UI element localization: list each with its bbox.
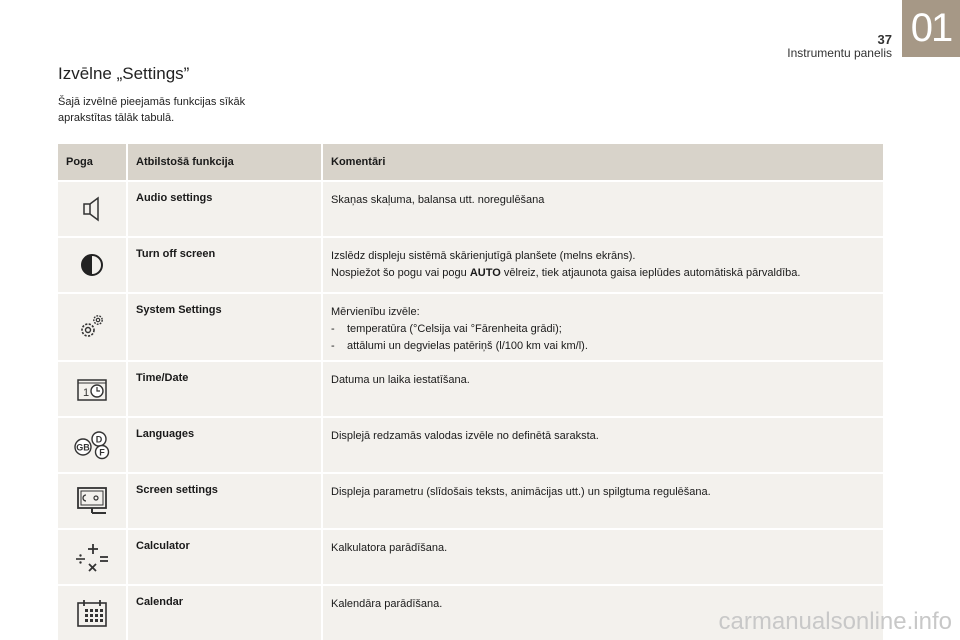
comment: Skaņas skaļuma, balansa utt. noregulēšana (323, 180, 885, 236)
table-row (58, 472, 885, 528)
icon-letter-f: F (99, 447, 105, 458)
table-row (58, 236, 885, 292)
page-heading: Izvēlne „Settings” (58, 64, 190, 83)
table-row (58, 292, 885, 360)
calendar-icon (76, 598, 108, 628)
calculator-button[interactable] (58, 528, 128, 584)
list-dash: - (331, 323, 335, 335)
half-circle-icon (80, 253, 104, 277)
intro-text: Šajā izvēlnē pieejamās funkcijas sīkāk aprakstītas tālāk tabulā. (58, 96, 246, 124)
function-name: Turn off screen (128, 236, 323, 292)
table-row (58, 416, 885, 472)
function-name: Languages (128, 416, 323, 472)
comment: Kalkulatora parādīšana. (323, 528, 885, 584)
list-item-text: attālumi un degvielas patēriņš (l/100 km vai km/l). (347, 340, 588, 352)
function-name: Time/Date (128, 360, 323, 416)
function-name: Screen settings (128, 472, 323, 528)
list-item-text: temperatūra (°Celsija vai °Fārenheita grādi); (347, 323, 562, 335)
svg-text:1: 1 (83, 387, 90, 399)
comment (323, 236, 885, 292)
comment-text: vēlreiz, tiek atjaunota gaisa ieplūdes automātiskā pārvaldība. (500, 267, 801, 279)
col-header-function: Atbilstošā funkcija (128, 144, 323, 180)
page-number: 37 (877, 32, 892, 47)
section-title: Instrumentu panelis (787, 46, 892, 60)
col-header-button: Poga (58, 144, 128, 180)
gears-icon (78, 313, 106, 341)
list-item (331, 338, 875, 355)
chapter-tab[interactable]: 01 (902, 0, 960, 57)
calendar-button[interactable] (58, 584, 128, 640)
list-dash: - (331, 340, 335, 352)
comment: Kalendāra parādīšana. (323, 584, 885, 640)
list-item (331, 321, 875, 338)
languages-button[interactable] (58, 416, 128, 472)
function-name: Calendar (128, 584, 323, 640)
watermark: carmanualsonline.info (718, 608, 952, 635)
table-row (58, 360, 885, 416)
comment: Datuma un laika iestatīšana. (323, 360, 885, 416)
comment: Displejā redzamās valodas izvēle no definētā saraksta. (323, 416, 885, 472)
speaker-icon (80, 195, 104, 223)
icon-letter-gb: GB (76, 442, 90, 453)
comment-line: Mērvienību izvēle: (331, 306, 420, 318)
table-row (58, 180, 885, 236)
auto-label: AUTO (469, 267, 501, 279)
system-settings-button[interactable] (58, 292, 128, 360)
comment: Displeja parametru (slīdošais teksts, animācijas utt.) un spilgtuma regulēšana. (323, 472, 885, 528)
icon-letter-d: D (95, 434, 103, 445)
function-name: System Settings (128, 292, 323, 360)
time-date-button[interactable] (58, 360, 128, 416)
languages-icon (72, 430, 112, 460)
screen-settings-button[interactable] (58, 472, 128, 528)
screen-settings-icon (76, 486, 108, 516)
comment-line (331, 265, 875, 282)
table-row (58, 528, 885, 584)
audio-button[interactable] (58, 180, 128, 236)
comment (323, 292, 885, 360)
comment-text: Nospiežot šo pogu vai pogu (331, 267, 470, 279)
calculator-icon (73, 542, 111, 572)
settings-table (58, 144, 885, 640)
clock-calendar-icon (76, 376, 108, 402)
function-name: Audio settings (128, 180, 323, 236)
col-header-comments: Komentāri (323, 144, 885, 180)
comment-line: Izslēdz displeju sistēmā skārienjutīgā planšete (melns ekrāns). (331, 250, 636, 262)
turn-off-screen-button[interactable] (58, 236, 128, 292)
function-name: Calculator (128, 528, 323, 584)
